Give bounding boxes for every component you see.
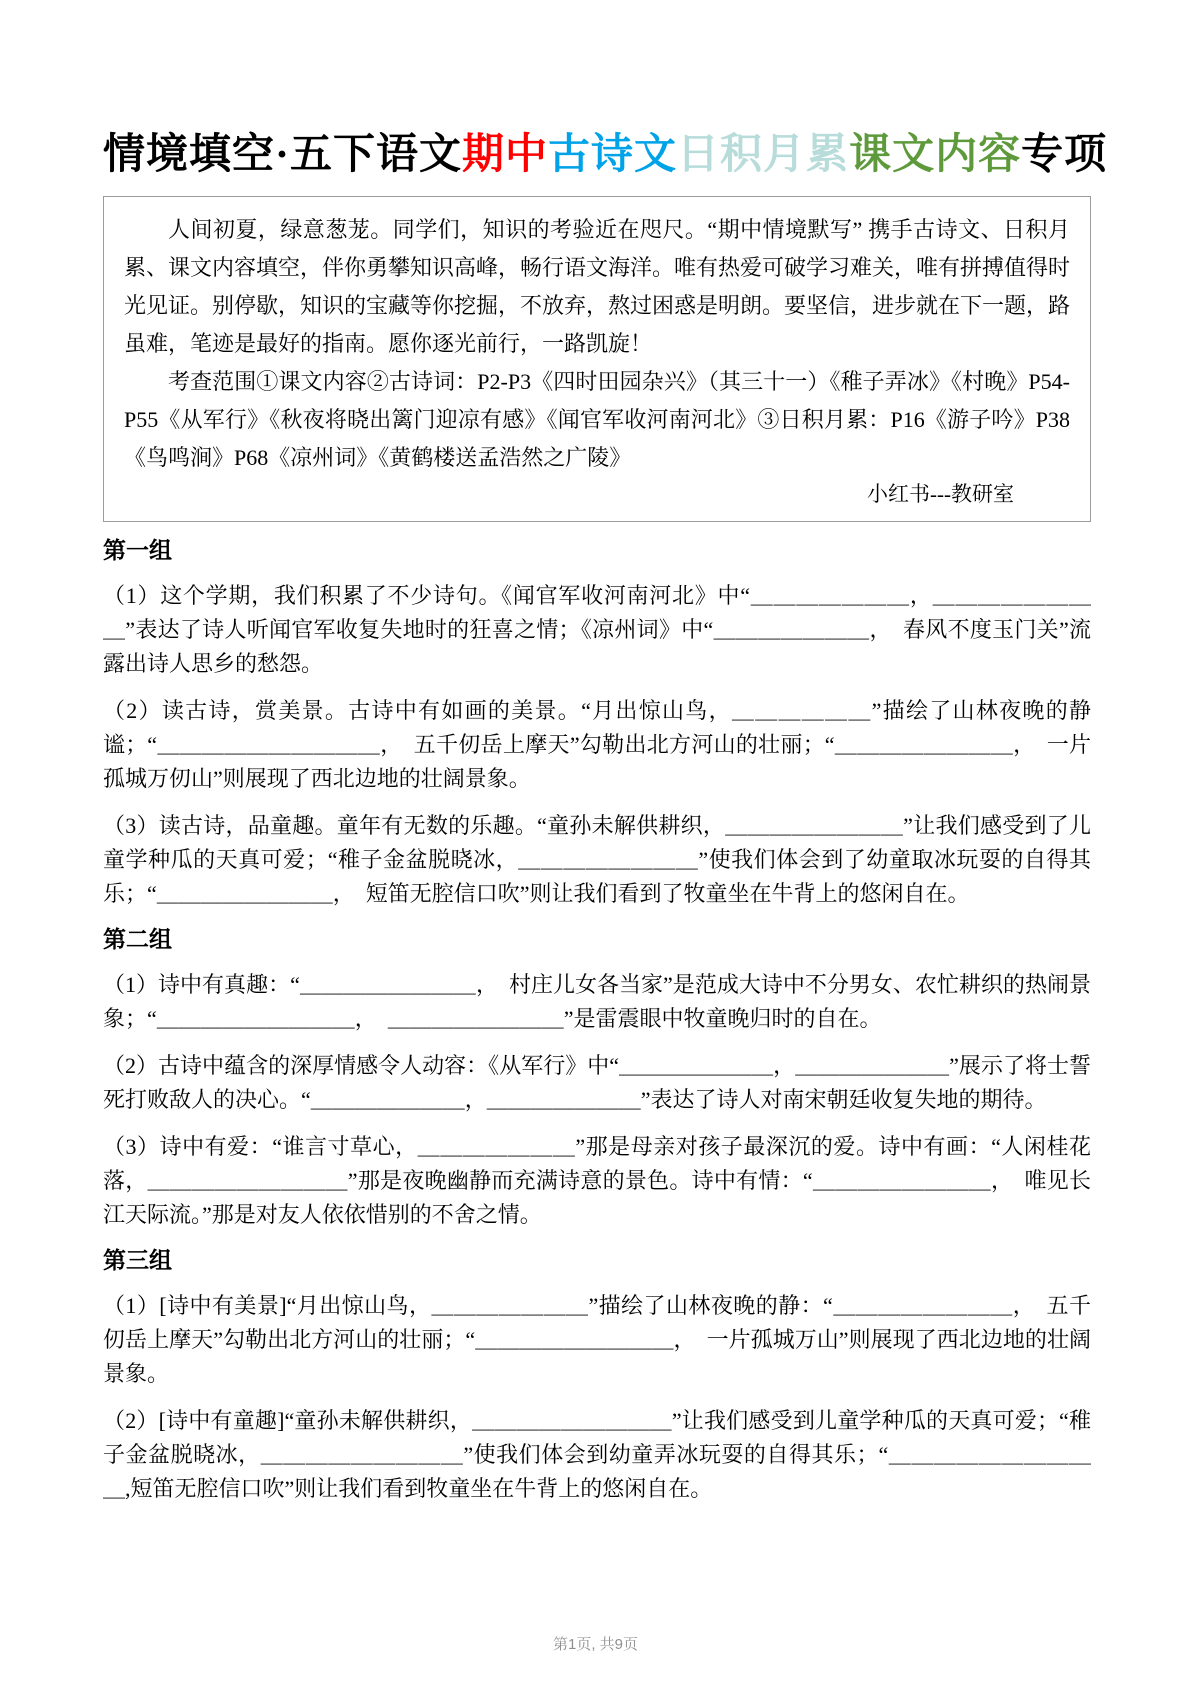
title-segment-special: 专项 (1021, 132, 1108, 178)
title-segment-accumulation: 日积月累 (677, 132, 850, 178)
question-2-2: （2）古诗中蕴含的深厚情感令人动容：《从军行》中“＿＿＿＿＿＿＿，＿＿＿＿＿＿＿”展示了将士誓死打败敌人的决心。“＿＿＿＿＿＿＿，＿＿＿＿＿＿＿”表达了诗人对南宋朝廷收复失地的期待。 (103, 1053, 1091, 1113)
section-group-1 (103, 534, 1091, 911)
intro-paragraph-motivation: 人间初夏，绿意葱茏。同学们，知识的考验近在咫尺。“期中情境默写” 携手古诗文、日积月累、课文内容填空，伴你勇攀知识高峰，畅行语文海洋。唯有热爱可破学习难关，唯有拼搏值得时光见证。别停歇，知识的宝藏等你挖掘，不放弃，熬过困惑是明朗。要坚信，进步就在下一题，路虽难，笔迹是最好的指南。愿你逐光前行，一路凯旋！ (124, 217, 1071, 357)
intro-paragraph-scope: 考查范围①课文内容②古诗词：P2-P3《四时田园杂兴》（其三十一）《稚子弄冰》《村晚》P54-P55《从军行》《秋夜将晓出篱门迎凉有感》《闻官军收河南河北》③日积月累：P16《游子吟》P38《鸟鸣涧》P68《凉州词》《黄鹤楼送孟浩然之广陵》 (124, 369, 1070, 471)
title-segment-poetry: 古诗文 (548, 132, 678, 178)
intro-box (103, 196, 1091, 522)
question-1-1: （1）这个学期，我们积累了不少诗句。《闻官军收河南河北》中“＿＿＿＿＿＿＿，＿＿＿＿＿＿＿＿”表达了诗人听闻官军收复失地时的狂喜之情；《凉州词》中“＿＿＿＿＿＿＿， 春风不度玉门关”流露出诗人思乡的愁怨。 (103, 583, 1091, 677)
title-segment-context: 情境填空·五下语文 (103, 132, 463, 178)
page-number-footer: 第1页, 共9页 (552, 1636, 639, 1653)
question-2-3: （3）诗中有爱：“谁言寸草心，＿＿＿＿＿＿＿”那是母亲对孩子最深沉的爱。诗中有画：“人闲桂花落，＿＿＿＿＿＿＿＿＿”那是夜晚幽静而充满诗意的景色。诗中有情：“＿＿＿＿＿＿＿＿， 唯见长江天际流。”那是对友人依依惜别的不舍之情。 (103, 1134, 1091, 1228)
title-segment-textcontent: 课文内容 (849, 132, 1022, 178)
section-group-3 (103, 1244, 1091, 1506)
page-title (103, 130, 1108, 180)
question-1-2: （2）读古诗，赏美景。古诗中有如画的美景。“月出惊山鸟，＿＿＿＿＿＿”描绘了山林夜晚的静谧；“＿＿＿＿＿＿＿＿＿＿， 五千仞岳上摩天”勾勒出北方河山的壮丽；“＿＿＿＿＿＿＿＿， 一片孤城万仞山”则展现了西北边地的壮阔景象。 (103, 698, 1091, 792)
section-heading-group-1: 第一组 (103, 537, 172, 564)
question-2-1: （1）诗中有真趣：“＿＿＿＿＿＿＿＿， 村庄儿女各当家”是范成大诗中不分男女、农忙耕织的热闹景象；“＿＿＿＿＿＿＿＿＿， ＿＿＿＿＿＿＿＿”是雷震眼中牧童晚归时的自在。 (103, 972, 1091, 1032)
section-group-2 (103, 923, 1091, 1232)
question-1-3: （3）读古诗，品童趣。童年有无数的乐趣。“童孙未解供耕织，＿＿＿＿＿＿＿＿”让我们感受到了儿童学种瓜的天真可爱；“稚子金盆脱晓冰，＿＿＿＿＿＿＿＿”使我们体会到了幼童取冰玩耍的自得其乐；“＿＿＿＿＿＿＿＿， 短笛无腔信口吹”则让我们看到了牧童坐在牛背上的悠闲自在。 (103, 813, 1091, 907)
section-heading-group-3: 第三组 (103, 1247, 172, 1274)
title-segment-midterm: 期中 (462, 132, 549, 178)
question-3-2: （2）[诗中有童趣]“童孙未解供耕织，＿＿＿＿＿＿＿＿＿”让我们感受到儿童学种瓜的天真可爱；“稚子金盆脱晓冰，＿＿＿＿＿＿＿＿＿”使我们体会到幼童弄冰玩耍的自得其乐；“＿＿＿＿＿＿＿＿＿＿,短笛无腔信口吹”则让我们看到牧童坐在牛背上的悠闲自在。 (103, 1408, 1091, 1502)
section-heading-group-2: 第二组 (103, 926, 172, 953)
question-3-1: （1）[诗中有美景]“月出惊山鸟，＿＿＿＿＿＿＿”描绘了山林夜晚的静：“＿＿＿＿＿＿＿＿， 五千仞岳上摩天”勾勒出北方河山的壮丽；“＿＿＿＿＿＿＿＿＿， 一片孤城万山”则展现了西北边地的壮阔景象。 (103, 1293, 1091, 1387)
intro-signature: 小红书---教研室 (867, 482, 1014, 507)
